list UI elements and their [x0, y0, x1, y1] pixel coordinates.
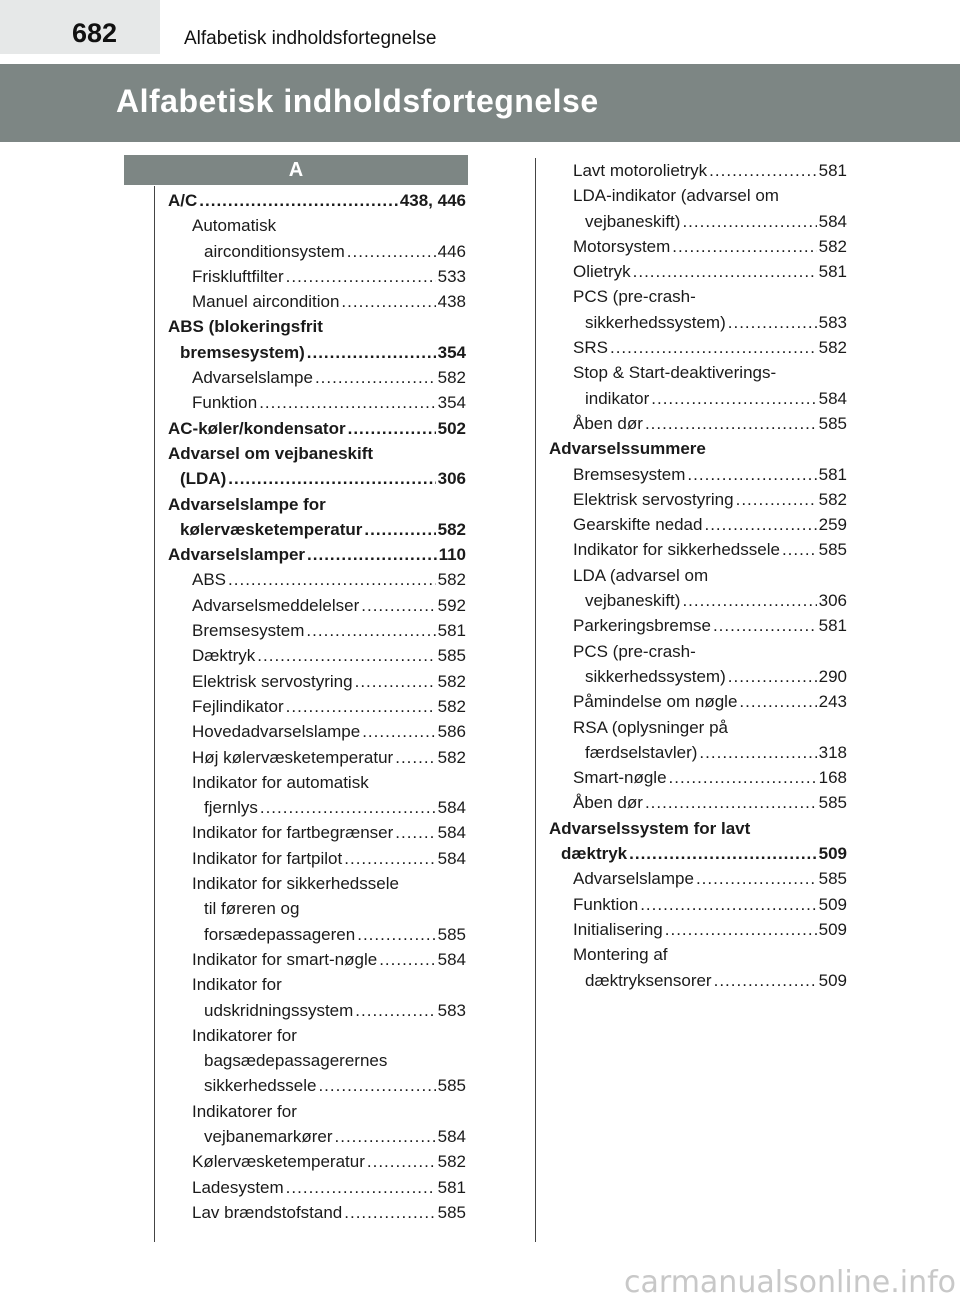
column-rule-middle — [535, 158, 536, 1242]
dot-leader — [362, 719, 435, 744]
index-entry-page: 582 — [818, 489, 847, 509]
index-entry-label: sikkerhedssystem) — [585, 666, 726, 686]
index-entry-page: 582 — [437, 696, 466, 716]
index-entry-page: 446 — [437, 241, 466, 261]
index-entry — [168, 239, 466, 264]
dot-leader — [645, 790, 817, 815]
index-entry-page: 354 — [437, 342, 466, 362]
index-entry-label: ABS — [192, 570, 227, 590]
index-entry-label: Elektrisk servostyring — [192, 671, 353, 691]
index-entry — [168, 1073, 466, 1098]
index-entry-label: Bremsesystem — [573, 464, 686, 484]
index-entry-heading: Indikator for — [192, 975, 282, 995]
index-entry-page: 585 — [818, 540, 847, 560]
index-entry — [549, 968, 847, 993]
dot-leader — [257, 643, 435, 668]
index-entry-label: Elektrisk servostyring — [573, 489, 734, 509]
index-entry-page: 585 — [818, 869, 847, 889]
index-entry-heading: PCS (pre-crash- — [573, 641, 696, 661]
index-entry-page: 354 — [437, 393, 466, 413]
index-entry-page: 582 — [437, 368, 466, 388]
dot-leader — [651, 386, 816, 411]
index-entry-page: 290 — [818, 666, 847, 686]
dot-leader — [645, 411, 817, 436]
index-entry — [168, 264, 466, 289]
index-entry — [168, 618, 466, 643]
index-entry-heading: LDA (advarsel om — [573, 565, 709, 585]
index-entry — [168, 669, 466, 694]
index-entry-heading: RSA (oplysninger på — [573, 717, 728, 737]
index-entry-page: 318 — [818, 742, 847, 762]
dot-leader — [640, 892, 816, 917]
index-column-right — [549, 158, 847, 993]
index-entry-heading: Indikatorer for — [192, 1025, 297, 1045]
index-entry-label: Hovedadvarselslampe — [192, 722, 361, 742]
dot-leader — [395, 745, 435, 770]
dot-leader — [696, 866, 817, 891]
index-entry — [168, 517, 466, 542]
index-entry — [168, 1149, 466, 1174]
index-entry — [168, 1175, 466, 1200]
column-rule-left — [154, 186, 155, 1242]
index-entry — [549, 386, 847, 411]
index-entry-page: 509 — [818, 970, 847, 990]
dot-leader — [379, 947, 435, 972]
index-entry-label: Lavt motorolietryk — [573, 161, 708, 180]
dot-leader — [682, 588, 816, 613]
index-entry-label: vejbaneskift) — [585, 591, 681, 611]
index-entry-page: 585 — [437, 924, 466, 944]
index-entry — [549, 689, 847, 714]
index-entry — [168, 745, 466, 770]
index-entry-page: 583 — [437, 1000, 466, 1020]
index-entry-label: (LDA) — [180, 469, 227, 489]
running-head: Alfabetisk indholdsfortegnelse — [184, 28, 437, 49]
index-entry — [549, 866, 847, 891]
index-entry-label: Lav brændstofstand — [192, 1202, 343, 1222]
index-column-left — [168, 188, 466, 1225]
dot-leader — [228, 567, 436, 592]
index-entry — [549, 462, 847, 487]
index-entry-page: 259 — [818, 515, 847, 535]
dot-leader — [367, 1149, 436, 1174]
page-title: Alfabetisk indholdsfortegnelse — [116, 83, 599, 119]
index-entry — [168, 922, 466, 947]
index-entry-page: 581 — [437, 621, 466, 641]
dot-leader — [259, 390, 435, 415]
dot-leader — [347, 239, 436, 264]
index-entry-label: airconditionsystem — [204, 241, 345, 261]
index-entry — [549, 588, 847, 613]
index-entry-label: Åben dør — [573, 793, 643, 813]
index-entry-page: 581 — [818, 616, 847, 636]
index-entry-page: 584 — [818, 211, 847, 231]
dot-leader — [348, 416, 436, 441]
index-entry-label: Indikator for sikkerhedssele — [573, 540, 780, 560]
index-entry-page: 581 — [818, 262, 847, 282]
index-entry-label: dæktryksensorer — [585, 970, 712, 990]
index-entry-page: 243 — [818, 692, 847, 712]
index-entry-label: AC-køler/kondensator — [168, 418, 346, 438]
index-entry-label: Fejlindikator — [192, 696, 284, 716]
dot-leader — [199, 188, 398, 213]
index-entry-page: 509 — [818, 844, 847, 864]
dot-leader — [306, 618, 435, 643]
index-entry-label: Advarselslampe — [573, 869, 694, 889]
page-number: 682 — [72, 18, 118, 48]
index-entry-label: udskridningssystem — [204, 1000, 354, 1020]
index-entry — [168, 795, 466, 820]
index-entry — [549, 512, 847, 537]
dot-leader — [672, 234, 816, 259]
index-entry-label: sikkerhedssystem) — [585, 312, 726, 332]
index-entry-label: Funktion — [573, 894, 639, 914]
index-entry — [168, 567, 466, 592]
index-entry-page: 582 — [818, 338, 847, 358]
index-entry — [549, 411, 847, 436]
dot-leader — [286, 264, 436, 289]
index-entry-page: 592 — [437, 595, 466, 615]
index-entry-heading: Indikator for sikkerhedssele — [192, 874, 399, 894]
index-entry — [549, 892, 847, 917]
index-entry-label: vejbanemarkører — [204, 1126, 333, 1146]
dot-leader — [610, 335, 817, 360]
index-entry-heading: Indikator for automatisk — [192, 772, 369, 792]
index-entry-label: Funktion — [192, 393, 258, 413]
dot-leader — [665, 917, 817, 942]
index-entry — [549, 487, 847, 512]
index-entry-label: fjernlys — [204, 798, 258, 818]
index-entry — [549, 917, 847, 942]
index-entry-page: 582 — [437, 1152, 466, 1172]
dot-leader — [728, 664, 817, 689]
index-entry — [168, 694, 466, 719]
index-entry — [168, 947, 466, 972]
dot-leader — [355, 669, 436, 694]
index-entry-label: Friskluftfilter — [192, 266, 284, 286]
index-entry-page: 584 — [437, 798, 466, 818]
index-entry — [549, 209, 847, 234]
index-entry — [549, 158, 847, 183]
index-entry-label: Advarselslampe — [192, 368, 313, 388]
dot-leader — [357, 922, 435, 947]
index-entry — [168, 416, 466, 441]
dot-leader — [682, 209, 816, 234]
dot-leader — [629, 841, 816, 866]
index-entry-label: Høj kølervæsketemperatur — [192, 747, 394, 767]
index-entry-page: 582 — [818, 236, 847, 256]
index-entry — [549, 613, 847, 638]
index-entry-label: Bremsesystem — [192, 621, 305, 641]
index-entry-label: vejbaneskift) — [585, 211, 681, 231]
dot-leader — [344, 1200, 435, 1225]
index-entry-heading: bagsædepassagerernes — [204, 1051, 388, 1071]
index-entry — [168, 846, 466, 871]
index-entry-label: Gearskifte nedad — [573, 515, 703, 535]
index-entry-heading: Advarselssummere — [549, 439, 706, 459]
dot-leader — [344, 846, 435, 871]
index-entry-page: 584 — [818, 388, 847, 408]
dot-leader — [782, 537, 817, 562]
index-entry — [549, 234, 847, 259]
index-entry-label: sikkerhedssele — [204, 1076, 317, 1096]
index-entry — [549, 765, 847, 790]
index-entry-page: 509 — [818, 919, 847, 939]
index-entry — [549, 841, 847, 866]
index-entry-page: 509 — [818, 894, 847, 914]
dot-leader — [714, 968, 817, 993]
index-entry — [168, 188, 466, 213]
index-entry — [168, 643, 466, 668]
index-entry-page: 306 — [437, 469, 466, 489]
index-entry-label: Indikator for smart-nøgle — [192, 949, 378, 969]
index-entry-page: 582 — [437, 747, 466, 767]
index-entry-page: 584 — [437, 1126, 466, 1146]
index-entry-label: Ladesystem — [192, 1177, 284, 1197]
dot-leader — [736, 487, 817, 512]
index-entry-label: Indikator for fartpilot — [192, 848, 343, 868]
index-entry — [549, 310, 847, 335]
index-entry-page: 582 — [437, 519, 466, 539]
index-entry — [168, 466, 466, 491]
index-entry-label: dæktryk — [561, 844, 628, 864]
index-entry-label: Kølervæsketemperatur — [192, 1152, 365, 1172]
index-entry-label: Advarselsmeddelelser — [192, 595, 360, 615]
index-entry-label: Parkeringsbremse — [573, 616, 711, 636]
index-entry-heading: Indikatorer for — [192, 1101, 297, 1121]
index-entry — [168, 1124, 466, 1149]
index-entry-heading: Advarsel om vejbaneskift — [168, 443, 374, 463]
index-entry-label: Advarselslamper — [168, 545, 306, 565]
dot-leader — [687, 462, 816, 487]
index-entry-page: 582 — [437, 570, 466, 590]
index-entry-label: forsædepassageren — [204, 924, 356, 944]
index-entry-label: Dæktryk — [192, 646, 256, 666]
index-entry — [549, 664, 847, 689]
dot-leader — [286, 1175, 436, 1200]
index-entry — [168, 593, 466, 618]
index-entry-page: 585 — [818, 793, 847, 813]
dot-leader — [355, 998, 435, 1023]
index-entry-label: færdselstavler) — [585, 742, 698, 762]
index-entry-heading: PCS (pre-crash- — [573, 287, 696, 307]
dot-leader — [341, 289, 435, 314]
index-entry — [168, 719, 466, 744]
dot-leader — [315, 365, 436, 390]
index-entry-heading: Advarselssystem for lavt — [549, 818, 751, 838]
watermark: carmanualsonline.info — [624, 1265, 956, 1300]
dot-leader — [728, 310, 817, 335]
index-entry-page: 585 — [437, 1076, 466, 1096]
index-entry-page: 583 — [818, 312, 847, 332]
index-entry-label: A/C — [168, 191, 198, 210]
index-entry-label: kølervæsketemperatur — [180, 519, 363, 539]
dot-leader — [395, 820, 435, 845]
index-entry — [168, 542, 466, 567]
dot-leader — [713, 613, 817, 638]
index-entry — [549, 790, 847, 815]
index-entry-page: 584 — [437, 949, 466, 969]
index-entry-label: Initialisering — [573, 919, 663, 939]
index-entry-label: Smart-nøgle — [573, 768, 667, 788]
index-entry-heading: Automatisk — [192, 216, 277, 236]
index-entry — [549, 259, 847, 284]
index-entry-label: SRS — [573, 338, 608, 358]
index-entry-page: 581 — [818, 464, 847, 484]
dot-leader — [318, 1073, 435, 1098]
index-entry-heading: Montering af — [573, 945, 668, 965]
dot-leader — [669, 765, 817, 790]
index-entry-page: 584 — [437, 823, 466, 843]
dot-leader — [364, 517, 435, 542]
index-entry-page: 581 — [818, 161, 847, 180]
index-entry-page: 438, 446 — [399, 191, 466, 210]
index-entry-page: 585 — [818, 413, 847, 433]
index-entry — [549, 537, 847, 562]
index-entry-label: Olietryk — [573, 262, 631, 282]
index-entry — [168, 365, 466, 390]
index-entry-heading: ABS (blokeringsfrit — [168, 317, 323, 337]
index-entry-page: 168 — [818, 768, 847, 788]
index-entry — [168, 289, 466, 314]
index-entry — [168, 390, 466, 415]
index-entry-page: 585 — [437, 1202, 466, 1222]
dot-leader — [286, 694, 436, 719]
index-entry-page: 585 — [437, 646, 466, 666]
index-entry-heading: LDA-indikator (advarsel om — [573, 186, 779, 206]
dot-leader — [704, 512, 816, 537]
index-entry-page: 438 — [437, 292, 466, 312]
index-entry — [168, 998, 466, 1023]
index-entry-heading: Advarselslampe for — [168, 494, 326, 514]
index-entry-page: 533 — [437, 266, 466, 286]
dot-leader — [699, 740, 816, 765]
index-entry — [549, 335, 847, 360]
index-entry-label: Indikator for fartbegrænser — [192, 823, 394, 843]
section-letter-header: A — [124, 155, 468, 185]
index-entry-label: bremsesystem) — [180, 342, 305, 362]
index-entry-page: 584 — [437, 848, 466, 868]
page-header — [0, 0, 960, 62]
dot-leader — [260, 795, 436, 820]
index-entry — [549, 740, 847, 765]
index-entry-page: 586 — [437, 722, 466, 742]
dot-leader — [633, 259, 817, 284]
dot-leader — [739, 689, 816, 714]
index-entry-page: 582 — [437, 671, 466, 691]
index-entry-label: Påmindelse om nøgle — [573, 692, 738, 712]
dot-leader — [335, 1124, 436, 1149]
index-entry-heading: til føreren og — [204, 899, 300, 919]
index-entry-label: Motorsystem — [573, 236, 671, 256]
index-entry-heading: Stop & Start-deaktiverings- — [573, 363, 777, 383]
index-entry — [168, 340, 466, 365]
dot-leader — [228, 466, 435, 491]
dot-leader — [361, 593, 435, 618]
index-entry-page: 581 — [437, 1177, 466, 1197]
index-entry — [168, 820, 466, 845]
index-entry-page: 110 — [438, 545, 466, 565]
index-entry — [168, 1200, 466, 1225]
index-entry-label: indikator — [585, 388, 650, 408]
dot-leader — [307, 542, 437, 567]
index-entry-page: 306 — [818, 591, 847, 611]
index-entry-label: Åben dør — [573, 413, 643, 433]
dot-leader — [709, 158, 816, 183]
index-entry-page: 502 — [437, 418, 466, 438]
dot-leader — [307, 340, 436, 365]
index-entry-label: Manuel aircondition — [192, 292, 340, 312]
